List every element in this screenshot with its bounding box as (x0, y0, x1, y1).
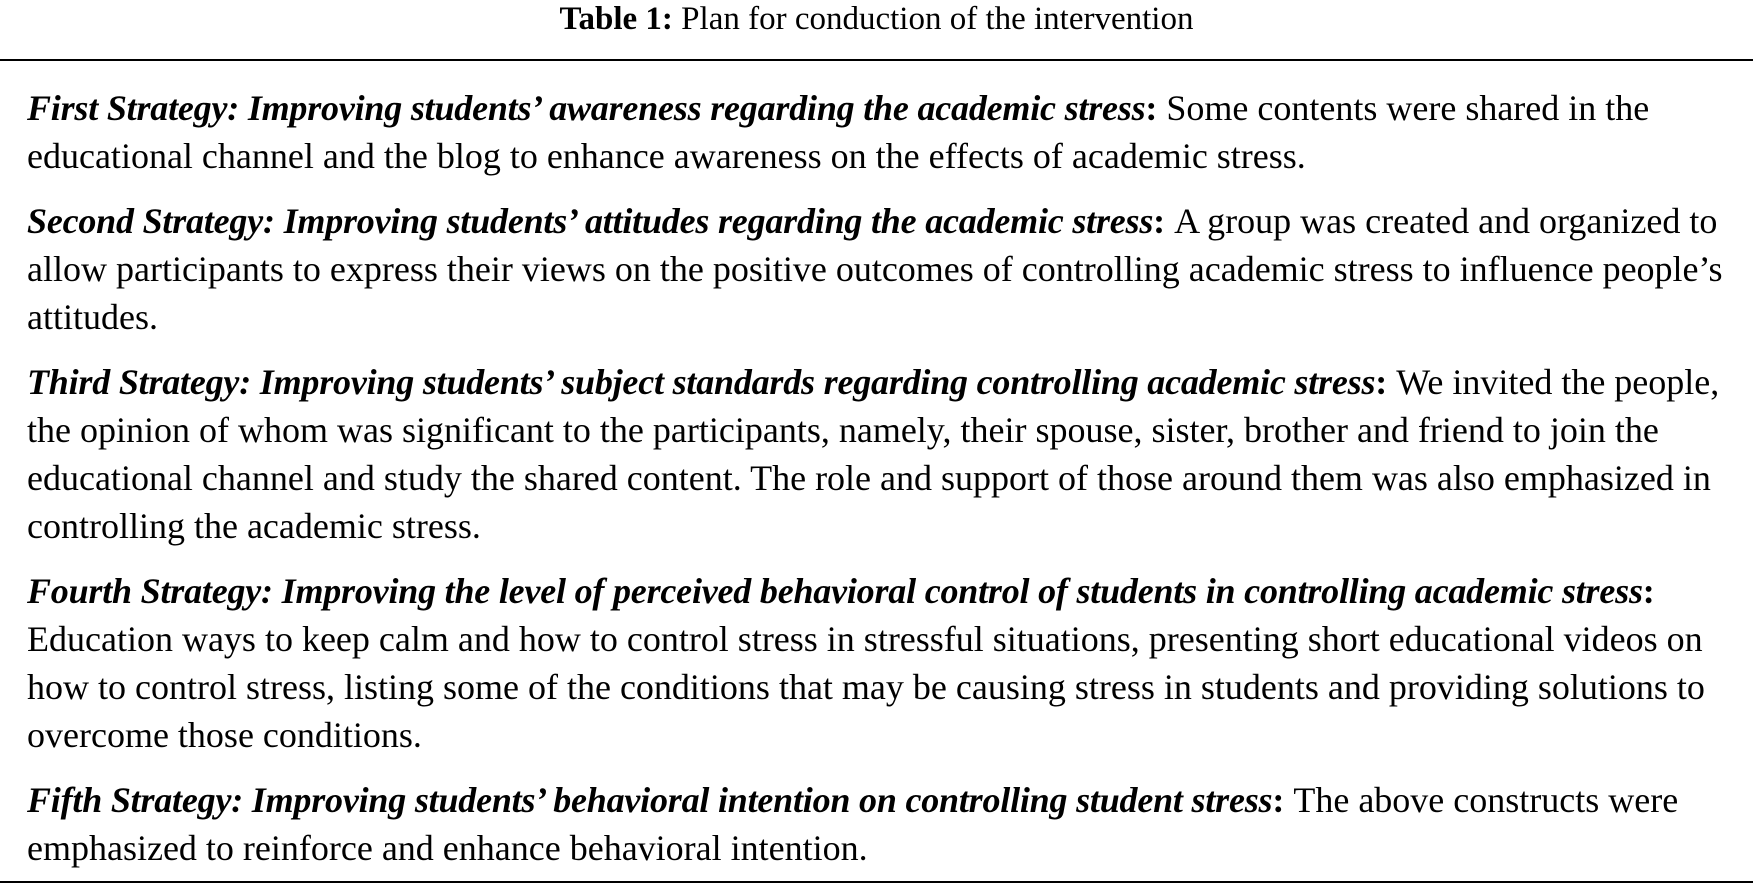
strategy-description: We invited the people, the opinion of whom was significant to the participants, namely, their spouse, sister, brother and friend to join the educational channel and study the shared content. The role and support of those around them was also emphasized in controlling the academic stress. (27, 362, 1720, 546)
strategy-title: First Strategy: Improving students’ awareness regarding the academic stress (27, 88, 1146, 128)
strategy-description: Education ways to keep calm and how to control stress in stressful situations, presenting short educational videos on how to control stress, listing some of the conditions that may be causing stress in students and providing solutions to overcome those conditions. (27, 619, 1705, 755)
table-top-rule (0, 59, 1753, 61)
table-caption (0, 0, 1753, 40)
table-row-first-strategy: First Strategy: Improving students’ awareness regarding the academic stress: Some contents were shared in the educational channel and the blog to enhance awareness on the effects of academic stress. (27, 88, 1650, 176)
table-row-fourth-strategy: Fourth Strategy: Improving the level of perceived behavioral control of students in controlling academic stress: Education ways to keep calm and how to control stress in stressful situations, presenting short educational videos on how to control stress, listing some of the conditions that may be causing stress in students and providing solutions to overcome those conditions. (27, 571, 1705, 755)
strategy-title: Fifth Strategy: Improving students’ behavioral intention on controlling student stress (27, 780, 1273, 820)
table-row-third-strategy: Third Strategy: Improving students’ subject standards regarding controlling academic stress: We invited the people, the opinion of whom was significant to the participants, namely, their spouse, sister, brother and friend to join the educational channel and study the shared content. The role and support of those around them was also emphasized in controlling the academic stress. (27, 362, 1720, 546)
table-row-second-strategy: Second Strategy: Improving students’ attitudes regarding the academic stress: A group was created and organized to allow participants to express their views on the positive outcomes of controlling academic stress to influence people’s attitudes. (27, 201, 1723, 337)
strategy-description: The above constructs were emphasized to reinforce and enhance behavioral intention. (27, 780, 1679, 868)
table-caption-text: Plan for conduction of the intervention (681, 1, 1194, 37)
strategy-title: Second Strategy: Improving students’ attitudes regarding the academic stress (27, 201, 1154, 241)
strategy-description: Some contents were shared in the educational channel and the blog to enhance awareness on the effects of academic stress. (27, 88, 1650, 176)
strategy-title: Third Strategy: Improving students’ subject standards regarding controlling academic stress (27, 362, 1376, 402)
table-caption-label: Table 1: (559, 1, 673, 37)
table-row-fifth-strategy: Fifth Strategy: Improving students’ behavioral intention on controlling student stress: The above constructs were emphasized to reinforce and enhance behavioral intention. (27, 780, 1679, 868)
table-bottom-rule (0, 881, 1753, 883)
strategy-title: Fourth Strategy: Improving the level of perceived behavioral control of students in controlling academic stress (27, 571, 1643, 611)
strategy-description: A group was created and organized to allow participants to express their views on the positive outcomes of controlling academic stress to influence people’s attitudes. (27, 201, 1723, 337)
table-body (27, 84, 1753, 872)
